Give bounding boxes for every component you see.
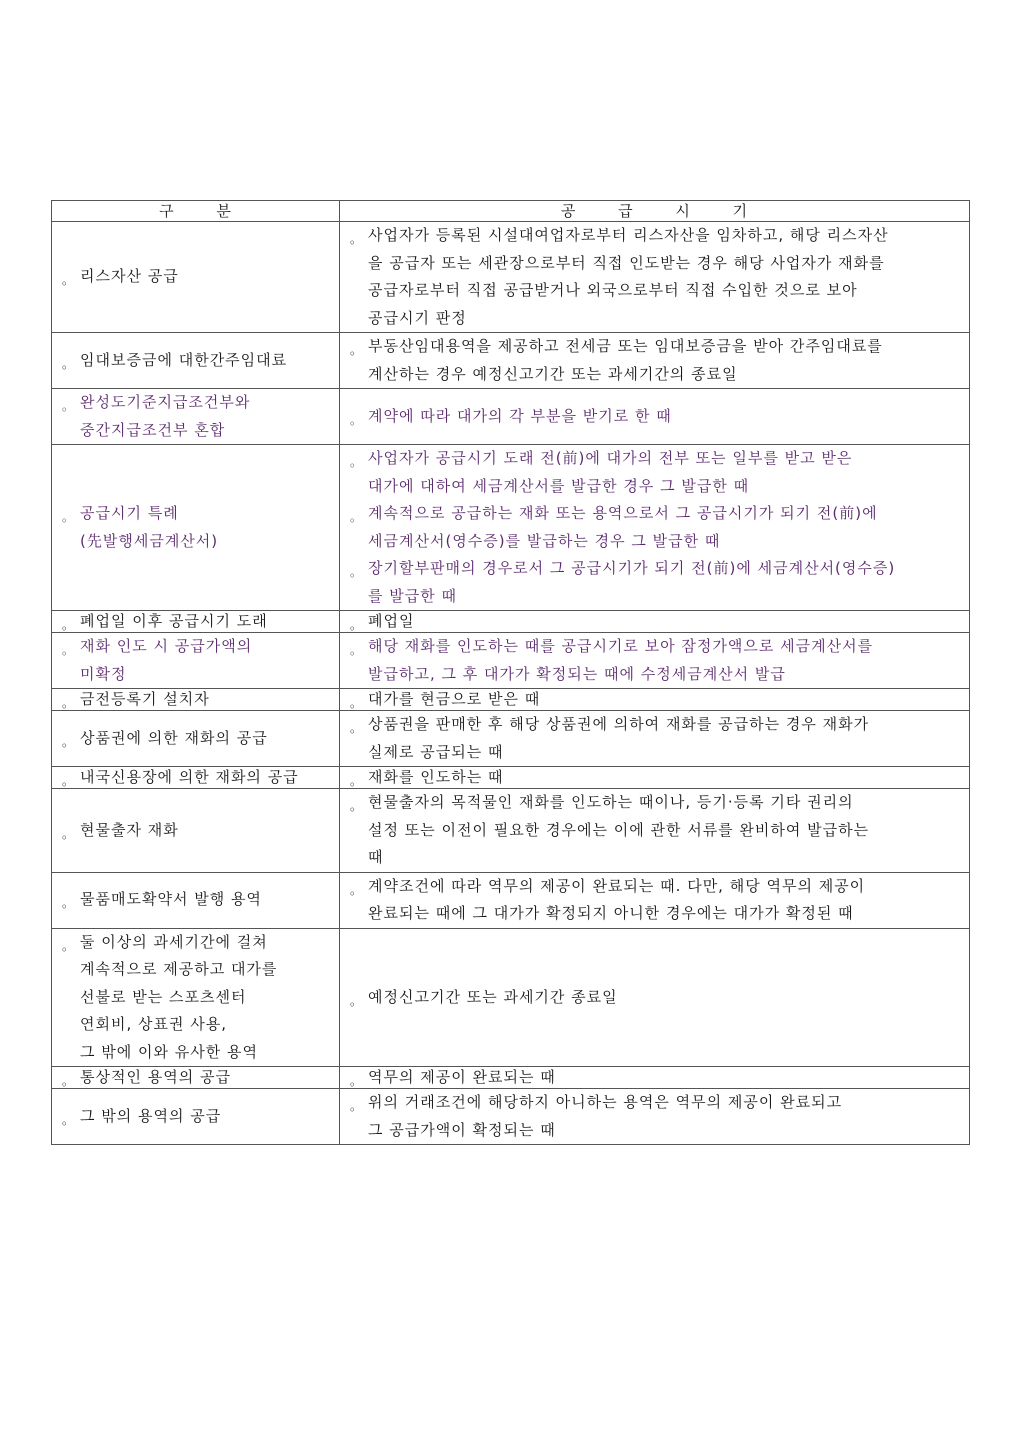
row-desc: 。 재화를 인도하는 때 [340, 767, 970, 789]
row-label: 。 그 밖의 용역의 공급 [52, 1089, 340, 1145]
row-label: 。 완성도기준지급조건부와 중간지급조건부 혼합 [52, 389, 340, 445]
row-label: 。 둘 이상의 과세기간에 걸쳐 계속적으로 제공하고 대가를 선불로 받는 스포츠센터 연회비, 상표권 사용, 그 밖에 이와 유사한 용역 [52, 928, 340, 1067]
supply-timing-table [51, 200, 970, 1145]
row-label: 。 공급시기 특례 (先발행세금계산서) [52, 445, 340, 611]
table-row [52, 928, 970, 1067]
row-label: 。 내국신용장에 의한 재화의 공급 [52, 767, 340, 789]
table-row [52, 1089, 970, 1145]
table-row [52, 389, 970, 445]
row-desc: 。 사업자가 등록된 시설대여업자로부터 리스자산을 임차하고, 해당 리스자산 을 공급자 또는 세관장으로부터 직접 인도받는 경우 해당 사업자가 재화를 공급자로부터 직접 공급받거나 외국으로부터 직접 수입한 것으로 보아 공급시기 판정 [340, 222, 970, 333]
table-row [52, 333, 970, 389]
row-desc: 。 사업자가 공급시기 도래 전(前)에 대가의 전부 또는 일부를 받고 받은 대가에 대하여 세금계산서를 발급한 경우 그 발급한 때 。 계속적으로 공급하는 재화 또는 용역으로서 그 공급시기가 되기 전(前)에 세금계산서(영수증)를 발급하는 경우 그 발급한 때 。 장기할부판매의 경우로서 그 공급시기가 되기 전(前)에 세금계산서(영수증) 를 발급한 때 [340, 445, 970, 611]
table-row [52, 611, 970, 633]
row-label: 。 임대보증금에 대한간주임대료 [52, 333, 340, 389]
row-desc: 。 예정신고기간 또는 과세기간 종료일 [340, 928, 970, 1067]
row-desc: 。 해당 재화를 인도하는 때를 공급시기로 보아 잠정가액으로 세금계산서를 발급하고, 그 후 대가가 확정되는 때에 수정세금계산서 발급 [340, 633, 970, 689]
table-row [52, 633, 970, 689]
table-row [52, 689, 970, 711]
row-label: 。 현물출자 재화 [52, 789, 340, 873]
table-row [52, 789, 970, 873]
row-desc: 。 대가를 현금으로 받은 때 [340, 689, 970, 711]
table-row [52, 222, 970, 333]
row-desc: 。 폐업일 [340, 611, 970, 633]
row-label: 。 재화 인도 시 공급가액의 미확정 [52, 633, 340, 689]
table-header-row [52, 201, 970, 222]
row-label: 。 물품매도확약서 발행 용역 [52, 872, 340, 928]
supply-timing-sheet [51, 200, 969, 1145]
row-desc: 。 계약에 따라 대가의 각 부분을 받기로 한 때 [340, 389, 970, 445]
row-label: 。 금전등록기 설치자 [52, 689, 340, 711]
row-label: 。 상품권에 의한 재화의 공급 [52, 711, 340, 767]
table-row [52, 872, 970, 928]
table-row [52, 767, 970, 789]
row-desc: 。 역무의 제공이 완료되는 때 [340, 1067, 970, 1089]
header-category: 구 분 [52, 201, 340, 222]
row-label: 。 통상적인 용역의 공급 [52, 1067, 340, 1089]
table-row [52, 445, 970, 611]
row-desc: 。 상품권을 판매한 후 해당 상품권에 의하여 재화를 공급하는 경우 재화가 실제로 공급되는 때 [340, 711, 970, 767]
row-label: 。 폐업일 이후 공급시기 도래 [52, 611, 340, 633]
row-desc: 。 위의 거래조건에 해당하지 아니하는 용역은 역무의 제공이 완료되고 그 공급가액이 확정되는 때 [340, 1089, 970, 1145]
row-desc: 。 부동산임대용역을 제공하고 전세금 또는 임대보증금을 받아 간주임대료를 계산하는 경우 예정신고기간 또는 과세기간의 종료일 [340, 333, 970, 389]
table-row [52, 711, 970, 767]
table-row [52, 1067, 970, 1089]
row-label: 。 리스자산 공급 [52, 222, 340, 333]
row-desc: 。 현물출자의 목적물인 재화를 인도하는 때이나, 등기·등록 기타 권리의 설정 또는 이전이 필요한 경우에는 이에 관한 서류를 완비하여 발급하는 때 [340, 789, 970, 873]
row-desc: 。 계약조건에 따라 역무의 제공이 완료되는 때. 다만, 해당 역무의 제공이 완료되는 때에 그 대가가 확정되지 아니한 경우에는 대가가 확정된 때 [340, 872, 970, 928]
header-supply-timing: 공 급 시 기 [340, 201, 970, 222]
